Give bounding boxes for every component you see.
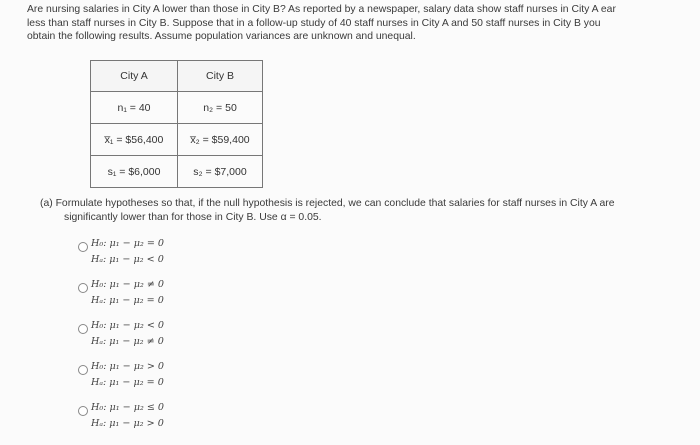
- table-row: [91, 92, 263, 124]
- cell-mean1: x̅₁ = $56,400: [91, 124, 178, 156]
- problem-line-3: obtain the following results. Assume population variances are unknown and unequal.: [27, 31, 416, 43]
- null-hypothesis: H₀: μ₁ − μ₂ = 0: [91, 238, 165, 249]
- table-row: [91, 156, 263, 188]
- question-line-1: (a) Formulate hypotheses so that, if the null hypothesis is rejected, we can conclude that salaries for staff nurses in City A are: [40, 198, 615, 209]
- radio-button[interactable]: [78, 242, 88, 252]
- radio-button[interactable]: [78, 406, 88, 416]
- radio-button[interactable]: [78, 365, 88, 375]
- alternative-hypothesis: Hₐ: μ₁ − μ₂ ≠ 0: [91, 336, 164, 347]
- alternative-hypothesis: Hₐ: μ₁ − μ₂ < 0: [91, 254, 164, 265]
- radio-button[interactable]: [78, 283, 88, 293]
- cell-n2: n₂ = 50: [178, 92, 263, 124]
- header-city-b: City B: [178, 61, 263, 92]
- null-hypothesis: H₀: μ₁ − μ₂ ≠ 0: [91, 279, 165, 290]
- null-hypothesis: H₀: μ₁ − μ₂ ≤ 0: [91, 402, 165, 413]
- alternative-hypothesis: Hₐ: μ₁ − μ₂ = 0: [91, 295, 164, 306]
- alternative-hypothesis: Hₐ: μ₁ − μ₂ > 0: [91, 418, 164, 429]
- table-row: [91, 124, 263, 156]
- cell-n1: n₁ = 40: [91, 92, 178, 124]
- cell-s2: s₂ = $7,000: [178, 156, 263, 188]
- null-hypothesis: H₀: μ₁ − μ₂ < 0: [91, 320, 165, 331]
- problem-line-2: less than staff nurses in City B. Suppose that in a follow-up study of 40 staff nurses in City A and 50 staff nurses in City B you: [27, 17, 601, 29]
- question-a: [40, 197, 690, 225]
- alternative-hypothesis: Hₐ: μ₁ − μ₂ = 0: [91, 377, 164, 388]
- table-header-row: [91, 61, 263, 92]
- salary-data-table: [90, 60, 263, 188]
- question-line-2: significantly lower than for those in City B. Use α = 0.05.: [64, 212, 322, 223]
- problem-statement: [27, 3, 700, 44]
- radio-button[interactable]: [78, 324, 88, 334]
- cell-mean2: x̅₂ = $59,400: [178, 124, 263, 156]
- null-hypothesis: H₀: μ₁ − μ₂ > 0: [91, 361, 165, 372]
- problem-line-1: Are nursing salaries in City A lower than those in City B? As reported by a newspaper, salary data show staff nurses in City A ear: [27, 4, 616, 15]
- cell-s1: s₁ = $6,000: [91, 156, 178, 188]
- header-city-a: City A: [91, 61, 178, 92]
